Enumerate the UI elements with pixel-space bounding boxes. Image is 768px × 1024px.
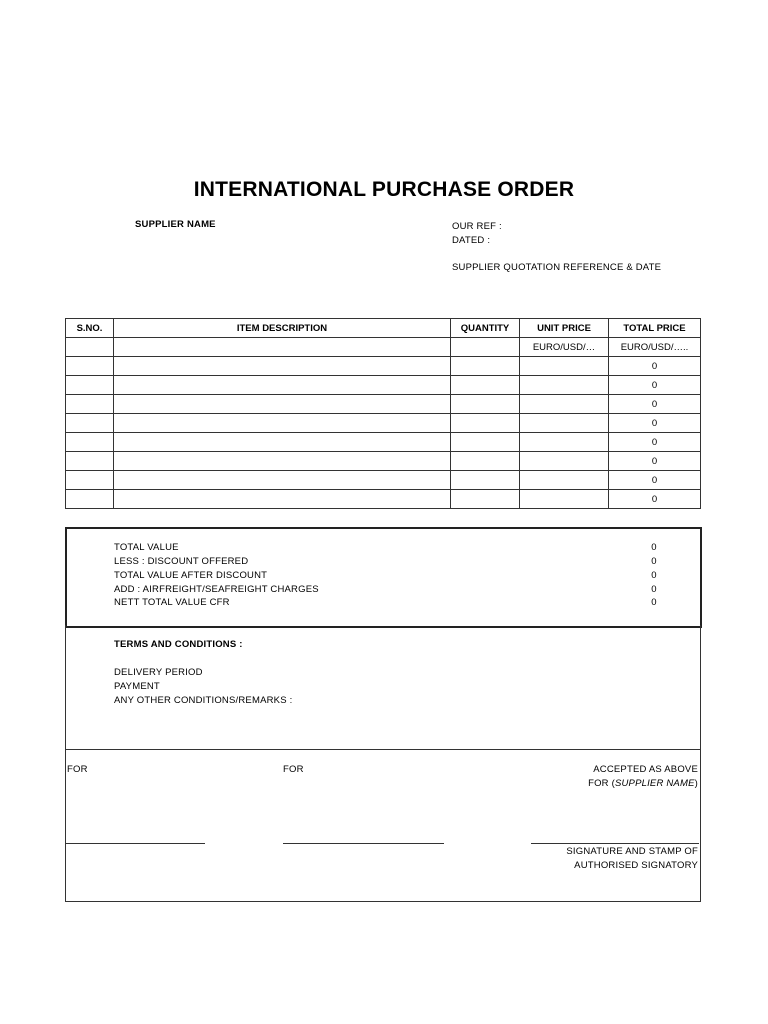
table-cell[interactable]: [114, 338, 451, 357]
table-cell[interactable]: [520, 357, 609, 376]
payment-label: PAYMENT: [114, 681, 160, 692]
items-table: [65, 318, 701, 509]
freight-charges-label: ADD : AIRFREIGHT/SEAFREIGHT CHARGES: [114, 584, 319, 595]
total-value-label: TOTAL VALUE: [114, 542, 179, 553]
nett-total-label: NETT TOTAL VALUE CFR: [114, 597, 230, 608]
table-cell[interactable]: [66, 452, 114, 471]
dated-label: DATED :: [452, 235, 491, 246]
table-cell[interactable]: [66, 433, 114, 452]
column-header-description: ITEM DESCRIPTION: [114, 319, 451, 338]
total-after-discount-label: TOTAL VALUE AFTER DISCOUNT: [114, 570, 268, 581]
unit-price-currency[interactable]: EURO/USD/…: [520, 338, 609, 357]
table-cell[interactable]: [451, 395, 520, 414]
table-row: [66, 357, 701, 376]
table-cell[interactable]: [114, 471, 451, 490]
table-cell[interactable]: [451, 452, 520, 471]
total-after-discount-value[interactable]: 0: [651, 570, 657, 581]
table-cell[interactable]: [114, 433, 451, 452]
terms-heading: TERMS AND CONDITIONS :: [114, 639, 243, 650]
table-row: [66, 471, 701, 490]
table-cell[interactable]: [66, 395, 114, 414]
row-total[interactable]: 0: [609, 414, 701, 433]
row-total[interactable]: 0: [609, 490, 701, 509]
row-total[interactable]: 0: [609, 452, 701, 471]
table-row: [66, 490, 701, 509]
table-cell[interactable]: [520, 376, 609, 395]
table-cell[interactable]: [66, 376, 114, 395]
total-value[interactable]: 0: [651, 542, 657, 553]
freight-charges-value[interactable]: 0: [651, 584, 657, 595]
table-cell[interactable]: [451, 338, 520, 357]
signature-stamp-label: SIGNATURE AND STAMP OF: [566, 846, 698, 857]
table-cell[interactable]: [451, 490, 520, 509]
delivery-period-label: DELIVERY PERIOD: [114, 667, 203, 678]
table-cell[interactable]: [520, 414, 609, 433]
our-ref-label: OUR REF :: [452, 221, 502, 232]
accepted-as-above-label: ACCEPTED AS ABOVE: [593, 764, 698, 775]
table-cell[interactable]: [114, 452, 451, 471]
row-total[interactable]: 0: [609, 433, 701, 452]
total-price-currency[interactable]: EURO/USD/…..: [609, 338, 701, 357]
table-row: [66, 433, 701, 452]
table-cell[interactable]: [66, 490, 114, 509]
table-cell[interactable]: [520, 490, 609, 509]
table-cell[interactable]: [451, 376, 520, 395]
row-total[interactable]: 0: [609, 471, 701, 490]
table-cell[interactable]: [66, 414, 114, 433]
for-left-label: FOR: [67, 764, 88, 775]
page-title: INTERNATIONAL PURCHASE ORDER: [193, 178, 575, 201]
for-middle-label: FOR: [283, 764, 304, 775]
table-cell[interactable]: [66, 357, 114, 376]
row-total[interactable]: 0: [609, 357, 701, 376]
table-header-row: [66, 319, 701, 338]
for-supplier-name: SUPPLIER NAME: [614, 778, 695, 789]
currency-row: [66, 338, 701, 357]
table-cell[interactable]: [451, 414, 520, 433]
for-supplier-suffix: ): [694, 778, 698, 789]
discount-value[interactable]: 0: [651, 556, 657, 567]
table-cell[interactable]: [66, 471, 114, 490]
table-cell[interactable]: [451, 357, 520, 376]
for-supplier-label: [500, 778, 698, 789]
table-row: [66, 414, 701, 433]
table-cell[interactable]: [114, 414, 451, 433]
supplier-quotation-label: SUPPLIER QUOTATION REFERENCE & DATE: [452, 262, 662, 273]
row-total[interactable]: 0: [609, 395, 701, 414]
signature-line-middle: [283, 843, 444, 844]
table-cell[interactable]: [520, 471, 609, 490]
table-cell[interactable]: [520, 395, 609, 414]
nett-total-value[interactable]: 0: [651, 597, 657, 608]
for-supplier-prefix: FOR (: [588, 778, 615, 789]
table-cell[interactable]: [66, 338, 114, 357]
discount-label: LESS : DISCOUNT OFFERED: [114, 556, 249, 567]
table-cell[interactable]: [451, 433, 520, 452]
column-header-sno: S.NO.: [66, 319, 114, 338]
table-cell[interactable]: [114, 490, 451, 509]
signature-line-left: [66, 843, 205, 844]
supplier-name-label: SUPPLIER NAME: [135, 219, 216, 230]
table-cell[interactable]: [114, 376, 451, 395]
other-conditions-label: ANY OTHER CONDITIONS/REMARKS :: [114, 695, 293, 706]
signature-line-right: [531, 843, 699, 844]
authorised-signatory-label: AUTHORISED SIGNATORY: [574, 860, 698, 871]
column-header-unit-price: UNIT PRICE: [520, 319, 609, 338]
table-row: [66, 452, 701, 471]
table-row: [66, 376, 701, 395]
table-row: [66, 395, 701, 414]
table-cell[interactable]: [520, 452, 609, 471]
column-header-quantity: QUANTITY: [451, 319, 520, 338]
table-cell[interactable]: [451, 471, 520, 490]
row-total[interactable]: 0: [609, 376, 701, 395]
table-cell[interactable]: [520, 433, 609, 452]
column-header-total-price: TOTAL PRICE: [609, 319, 701, 338]
table-cell[interactable]: [114, 395, 451, 414]
table-cell[interactable]: [114, 357, 451, 376]
